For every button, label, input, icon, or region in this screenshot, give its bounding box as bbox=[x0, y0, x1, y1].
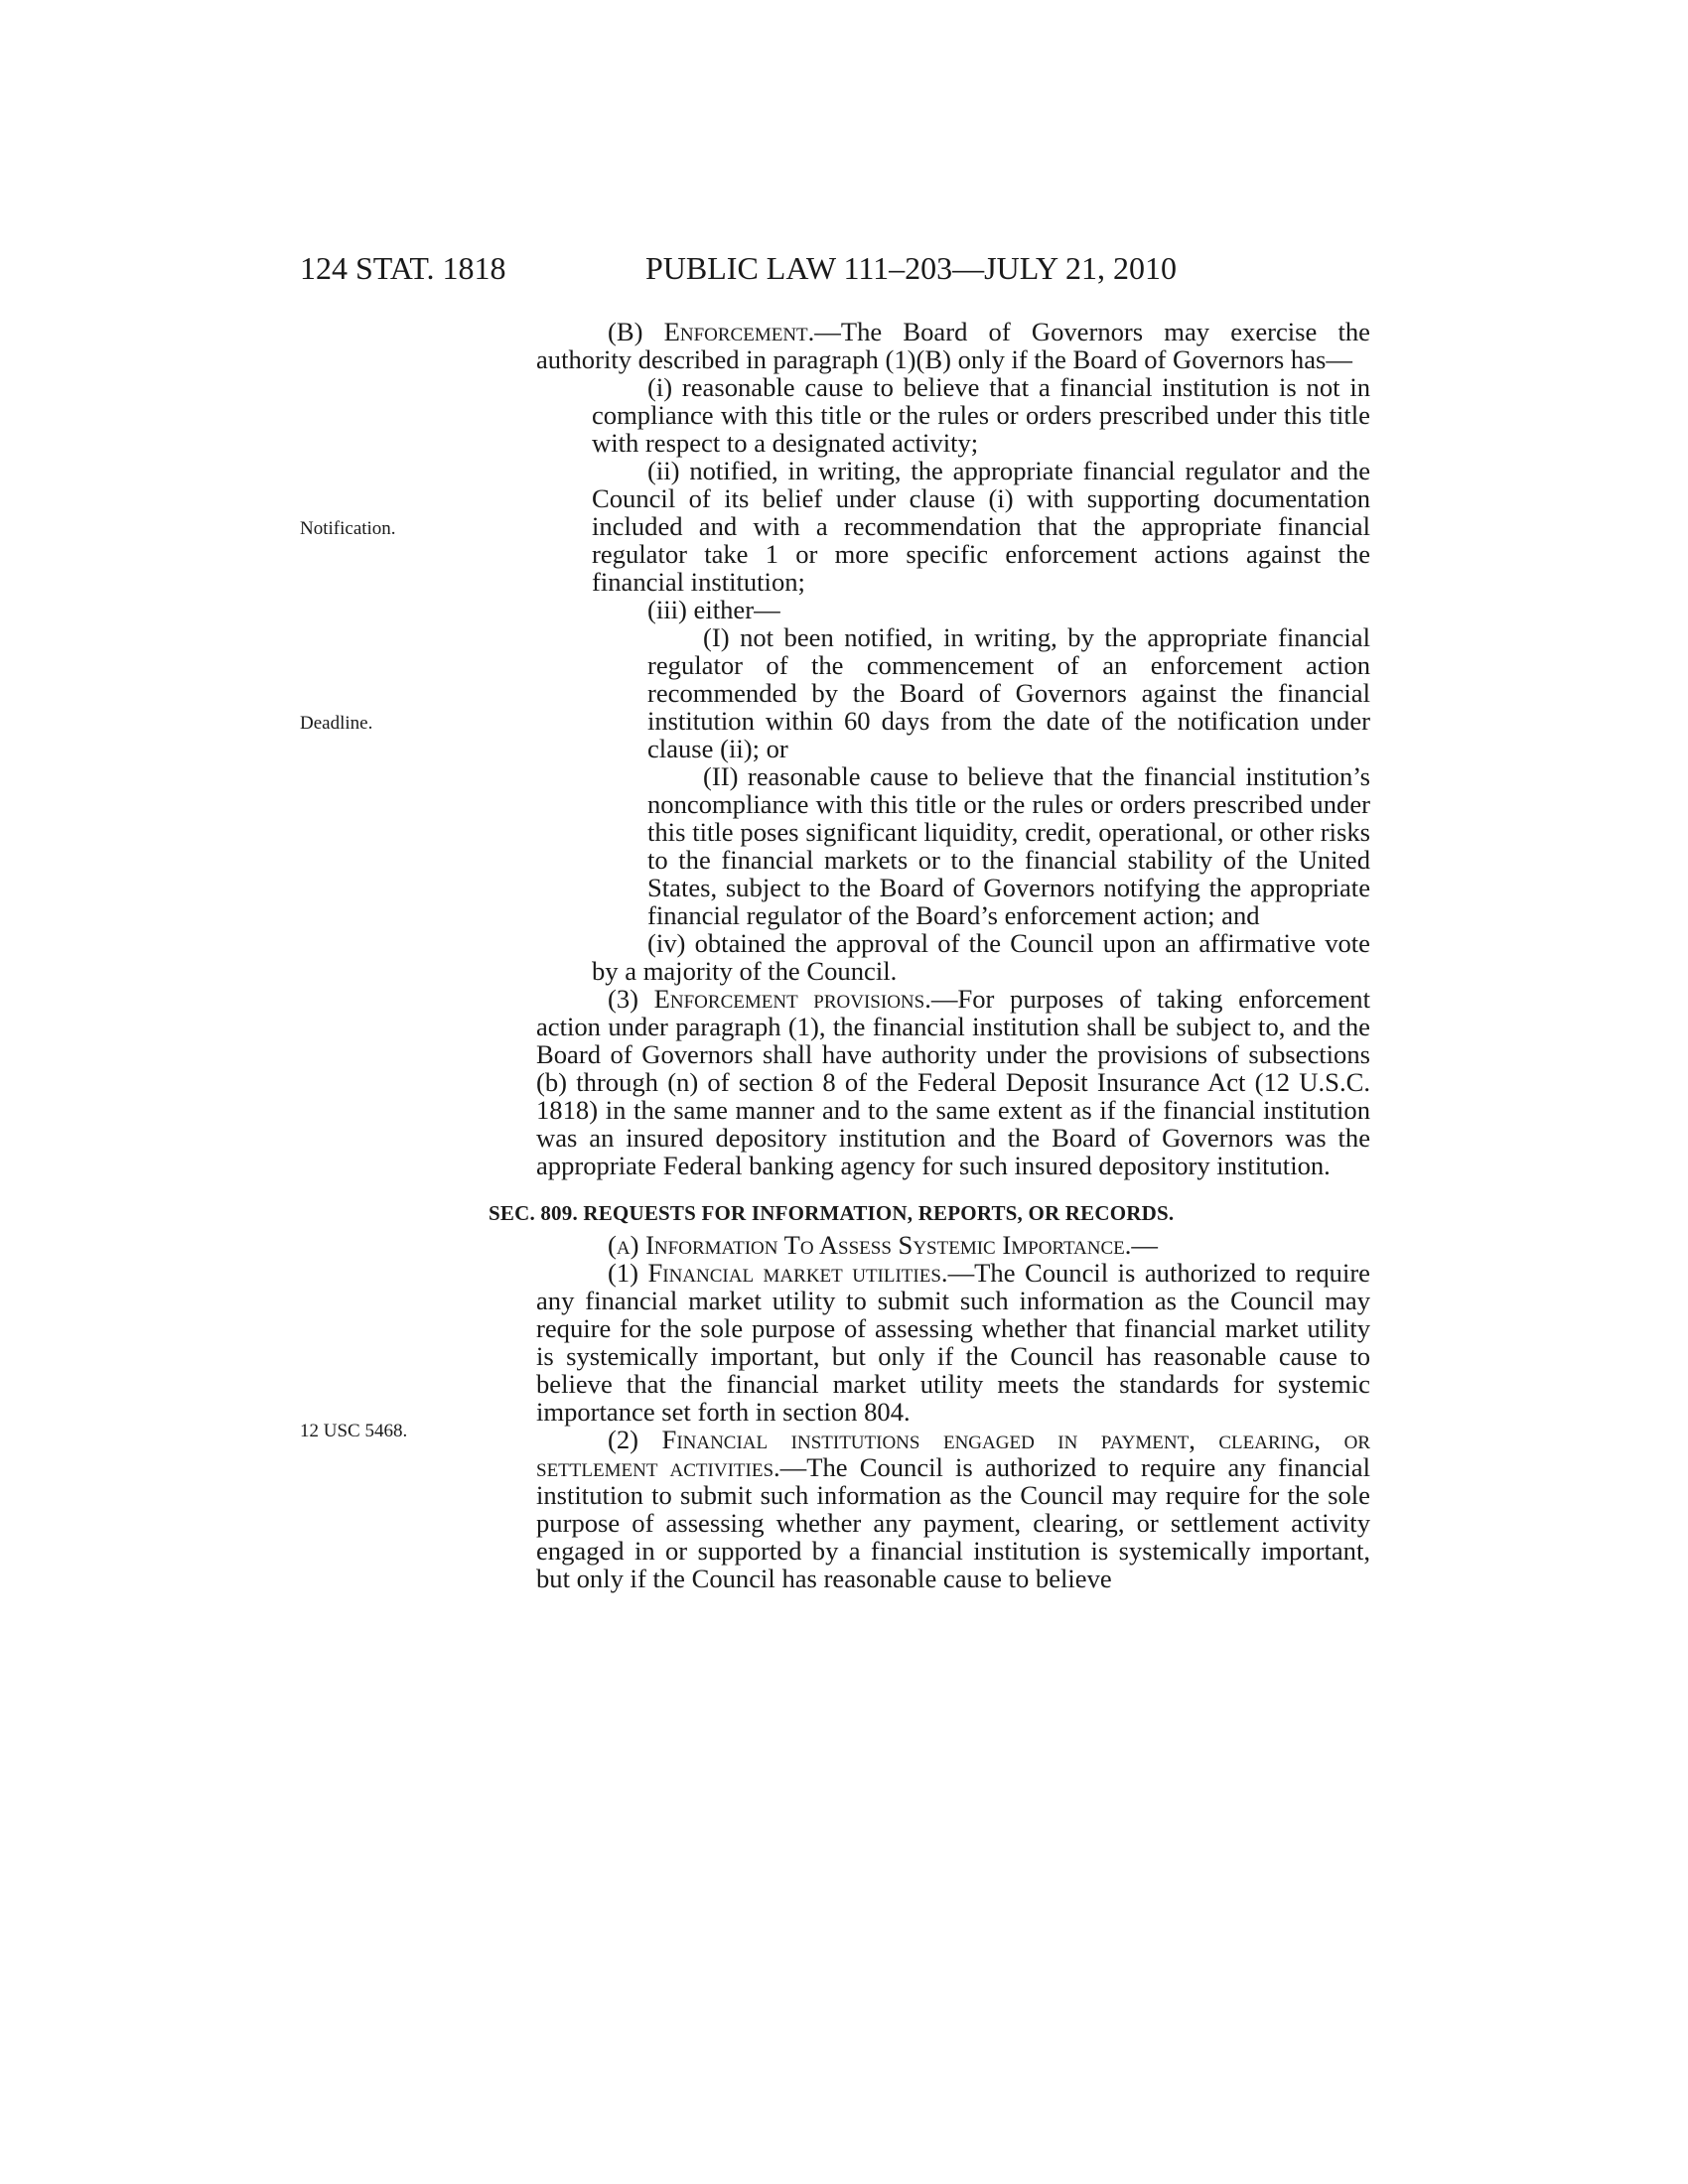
subsection-label: (a) Information To Assess Systemic Importance. bbox=[608, 1230, 1132, 1260]
paragraph-a2 bbox=[536, 1426, 1370, 1592]
margin-note-notification: Notification. bbox=[300, 518, 396, 539]
paragraph-text: —For purposes of taking enforcement action under paragraph (1), the financial institution shall be subject to, and the Board of Governors shall have authority under the provisions of subsections (b) through (n) of section 8 of the Federal Deposit Insurance Act (12 U.S.C. 1818) in the same manner and to the same extent as if the financial institution was an insured depository institution and the Board of Governors was the appropriate Federal banking agency for such insured depository institution. bbox=[536, 984, 1370, 1180]
subclause-I: (I) not been notified, in writing, by the appropriate financial regulator of the commencement of an enforcement action recommended by the Board of Governors against the financial institution within 60 days from the date of the notification under clause (ii); or bbox=[647, 622, 1370, 763]
clause-iii: (iii) either— bbox=[647, 595, 780, 624]
subclause-II: (II) reasonable cause to believe that the financial institution’s noncompliance with this title or the rules or orders prescribed under this title poses significant liquidity, credit, operational, or other risks to the financial markets or to the financial stability of the United States, subject to the Board of Governors notifying the appropriate financial regulator of the Board’s enforcement action; and bbox=[647, 761, 1370, 930]
paragraph-b-enforcement bbox=[536, 318, 1370, 373]
subsection-a bbox=[536, 1231, 1370, 1259]
paragraph-label: (1) Financial market utilities. bbox=[608, 1258, 948, 1288]
paragraph-text: —The Council is authorized to require any financial institution to submit such information as the Council may require for the sole purpose of assessing whether any payment, clearing, or settlement activity engaged in or supported by a financial institution is systemically important, but only if the Council has reasonable cause to believe bbox=[536, 1452, 1370, 1593]
page-header bbox=[0, 250, 1688, 290]
clause-i: (i) reasonable cause to believe that a financial institution is not in compliance with this title or the rules or orders prescribed under this title with respect to a designated activity; bbox=[592, 372, 1370, 458]
clause-iv: (iv) obtained the approval of the Council upon an affirmative vote by a majority of the Council. bbox=[592, 928, 1370, 986]
subsection-dash: — bbox=[1131, 1230, 1158, 1260]
paragraph-3-enforcement-provisions bbox=[536, 985, 1370, 1179]
section-heading: SEC. 809. REQUESTS FOR INFORMATION, REPORTS, OR RECORDS. bbox=[489, 1201, 1175, 1225]
margin-note-usc: 12 USC 5468. bbox=[300, 1421, 408, 1441]
paragraph-label: (B) Enforcement. bbox=[608, 317, 815, 346]
law-title: PUBLIC LAW 111–203—JULY 21, 2010 bbox=[645, 250, 1177, 286]
paragraph-text: —The Council is authorized to require any financial market utility to submit such information as the Council may require for the sole purpose of assessing whether that financial market utility is systemically important, but only if the Council has reasonable cause to believe that the financial market utility meets the standards for systemic importance set forth in section 804. bbox=[536, 1258, 1370, 1427]
document-body bbox=[489, 317, 1370, 1593]
paragraph-label: (2) Financial institutions engaged in payment, clearing, or settlement activities. bbox=[536, 1425, 1370, 1482]
paragraph-text: —The Board of Governors may exercise the authority described in paragraph (1)(B) only if the Board of Governors has— bbox=[536, 317, 1370, 374]
clause-ii: (ii) notified, in writing, the appropriate financial regulator and the Council of its belief under clause (i) with supporting documentation included and with a recommendation that the appropriate financial regulator take 1 or more specific enforcement actions against the financial institution; bbox=[592, 456, 1370, 597]
stat-reference: 124 STAT. 1818 bbox=[300, 250, 506, 286]
paragraph-label: (3) Enforcement provisions. bbox=[608, 984, 931, 1014]
margin-note-deadline: Deadline. bbox=[300, 713, 373, 734]
paragraph-a1 bbox=[536, 1259, 1370, 1426]
